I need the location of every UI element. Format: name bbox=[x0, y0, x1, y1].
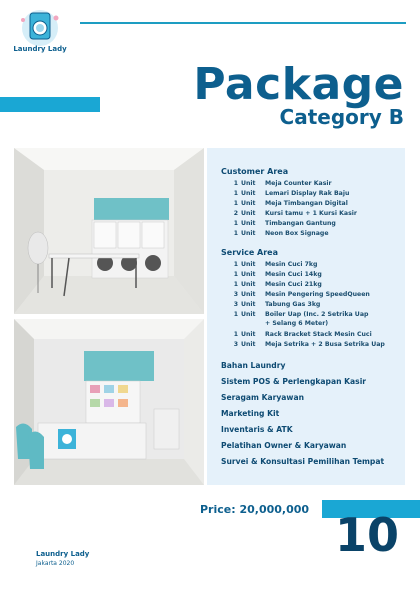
list-item: + Selang 6 Meter) bbox=[265, 320, 329, 327]
page-title: Package bbox=[193, 59, 404, 110]
list-item: 1 Unit Boiler Uap (Inc. 2 Setrika Uap bbox=[233, 311, 369, 318]
list-item: 1 Unit Timbangan Gantung bbox=[233, 220, 336, 227]
service-area-render bbox=[14, 148, 204, 314]
logo-text: Laundry Lady bbox=[13, 45, 67, 53]
list-item: 1 Unit Mesin Cuci 21kg bbox=[233, 281, 322, 288]
accent-bar-left bbox=[0, 97, 100, 112]
list-item: 3 Unit Tabung Gas 3kg bbox=[233, 301, 321, 308]
list-item: 1 Unit Rack Bracket Stack Mesin Cuci bbox=[233, 331, 372, 338]
list-item: 2 Unit Kursi tamu + 1 Kursi Kasir bbox=[233, 210, 357, 217]
price-label: Price: 20,000,000 bbox=[200, 503, 310, 516]
brand-logo bbox=[12, 8, 68, 58]
extra-item: Sistem POS & Perlengkapan Kasir bbox=[221, 377, 367, 386]
header-divider bbox=[80, 22, 406, 24]
service-area-title: Service Area bbox=[221, 248, 279, 257]
list-item: 3 Unit Mesin Pengering SpeedQueen bbox=[233, 291, 370, 298]
list-item: 1 Unit Neon Box Signage bbox=[233, 230, 329, 237]
list-item: 1 Unit Meja Counter Kasir bbox=[233, 180, 332, 187]
list-item: 3 Unit Meja Setrika + 2 Busa Setrika Uap bbox=[233, 341, 385, 348]
list-item: 1 Unit Lemari Display Rak Baju bbox=[233, 190, 350, 197]
extra-item: Bahan Laundry bbox=[221, 361, 286, 370]
page-title-block bbox=[193, 59, 404, 129]
customer-area-render bbox=[14, 319, 204, 485]
extra-item: Pelatihan Owner & Karyawan bbox=[221, 441, 347, 450]
extra-item: Inventaris & ATK bbox=[221, 425, 293, 434]
list-item: 1 Unit Mesin Cuci 7kg bbox=[233, 261, 318, 268]
extra-item: Seragam Karyawan bbox=[221, 393, 304, 402]
page-number: 10 bbox=[335, 508, 400, 562]
page-subtitle: Category B bbox=[279, 105, 404, 129]
footer-brand: Laundry Lady bbox=[36, 550, 90, 558]
list-item: 1 Unit Mesin Cuci 14kg bbox=[233, 271, 322, 278]
extra-item: Survei & Konsultasi Pemilihan Tempat bbox=[221, 457, 385, 466]
footer-location: Jakarta 2020 bbox=[36, 560, 75, 567]
list-item: 1 Unit Meja Timbangan Digital bbox=[233, 200, 348, 207]
customer-area-title: Customer Area bbox=[221, 167, 289, 176]
footer bbox=[36, 550, 89, 567]
extra-item: Marketing Kit bbox=[221, 409, 280, 418]
